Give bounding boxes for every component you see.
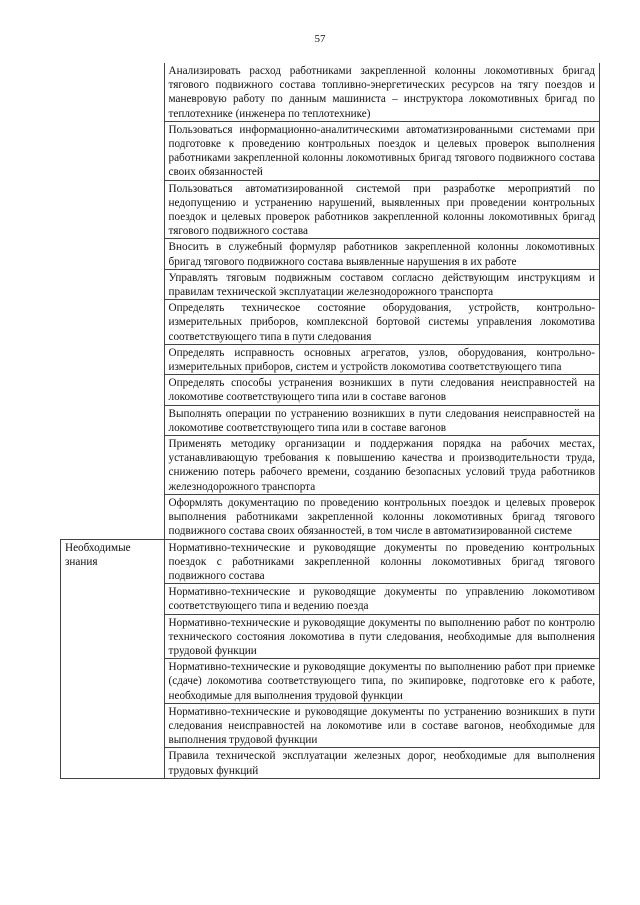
knowledge-item: Нормативно-технические и руководящие документы по устранению возникших в пути следования неисправностей на локомотиве или в составе вагонов, необходимые для выполнения трудовой функции: [164, 703, 600, 748]
knowledge-item: Нормативно-технические и руководящие документы по выполнению работ по контролю технического состояния локомотива в пути следования, необходимые для выполнения трудовой функции: [164, 614, 600, 659]
competency-table: [60, 63, 600, 779]
skills-label-cell: [61, 63, 165, 539]
skill-item: Определять исправность основных агрегатов, узлов, оборудования, контрольно-измерительных приборов, систем и устройств локомотива соответствующего типа: [164, 344, 600, 374]
skill-item: Выполнять операции по устранению возникших в пути следования неисправностей на локомотиве соответствующего типа или в составе вагонов: [164, 405, 600, 435]
skill-item: Определять способы устранения возникших в пути следования неисправностей на локомотиве соответствующего типа или в составе вагонов: [164, 375, 600, 405]
skill-item: Пользоваться информационно-аналитическими автоматизированными системами при подготовке к проведению контрольных поездок и целевых проверок выполнения работниками закрепленной колонны локомотивных бригад тягового подвижного состава своих обязанностей: [164, 121, 600, 180]
skill-item: Пользоваться автоматизированной системой при разработке мероприятий по недопущению и устранению нарушений, выявленных при проведении контрольных поездок и целевых проверок работников закрепленной колонны локомотивных бригад тягового подвижного состава: [164, 180, 600, 239]
knowledge-item: Нормативно-технические и руководящие документы по управлению локомотивом соответствующего типа и ведению поезда: [164, 584, 600, 614]
skill-item: Управлять тяговым подвижным составом согласно действующим инструкциям и правилам технической эксплуатации железнодорожного транспорта: [164, 269, 600, 299]
knowledge-item: Нормативно-технические и руководящие документы по проведению контрольных поездок с работниками закрепленной колонны локомотивных бригад тягового подвижного состава: [164, 539, 600, 584]
skill-item: Определять техническое состояние оборудования, устройств, контрольно-измерительных приборов, комплексной бортовой системы управления локомотива соответствующего типа в пути следования: [164, 300, 600, 345]
skill-item: Оформлять документацию по проведению контрольных поездок и целевых проверок выполнения работниками закрепленной колонны локомотивных бригад тягового подвижного состава своих обязанностей, в том числе в автоматизированной системе: [164, 494, 600, 539]
skill-item: Анализировать расход работниками закрепленной колонны локомотивных бригад тягового подвижного состава топливно-энергетических ресурсов на тягу поездов и маневровую работу по данным машиниста – инструктора локомотивных бригад по теплотехнике (инженера по теплотехнике): [164, 63, 600, 121]
knowledge-item: Правила технической эксплуатации железных дорог, необходимые для выполнения трудовых функций: [164, 748, 600, 778]
table-row: [61, 63, 600, 121]
knowledge-label: Необходимые знания: [61, 539, 165, 778]
knowledge-item: Нормативно-технические и руководящие документы по выполнению работ при приемке (сдаче) локомотива соответствующего типа, по экипировке, подготовке его к работе, необходимые для выполнения трудовой функции: [164, 659, 600, 704]
page-number: 57: [314, 33, 326, 45]
skill-item: Вносить в служебный формуляр работников закрепленной колонны локомотивных бригад тягового подвижного состава выявленные нарушения в их работе: [164, 239, 600, 269]
skill-item: Применять методику организации и поддержания порядка на рабочих местах, устанавливающую требования к повышению качества и производительности труда, снижению потерь рабочего времени, созданию безопасных условий труда работников железнодорожного транспорта: [164, 436, 600, 495]
table-row: [61, 539, 600, 584]
